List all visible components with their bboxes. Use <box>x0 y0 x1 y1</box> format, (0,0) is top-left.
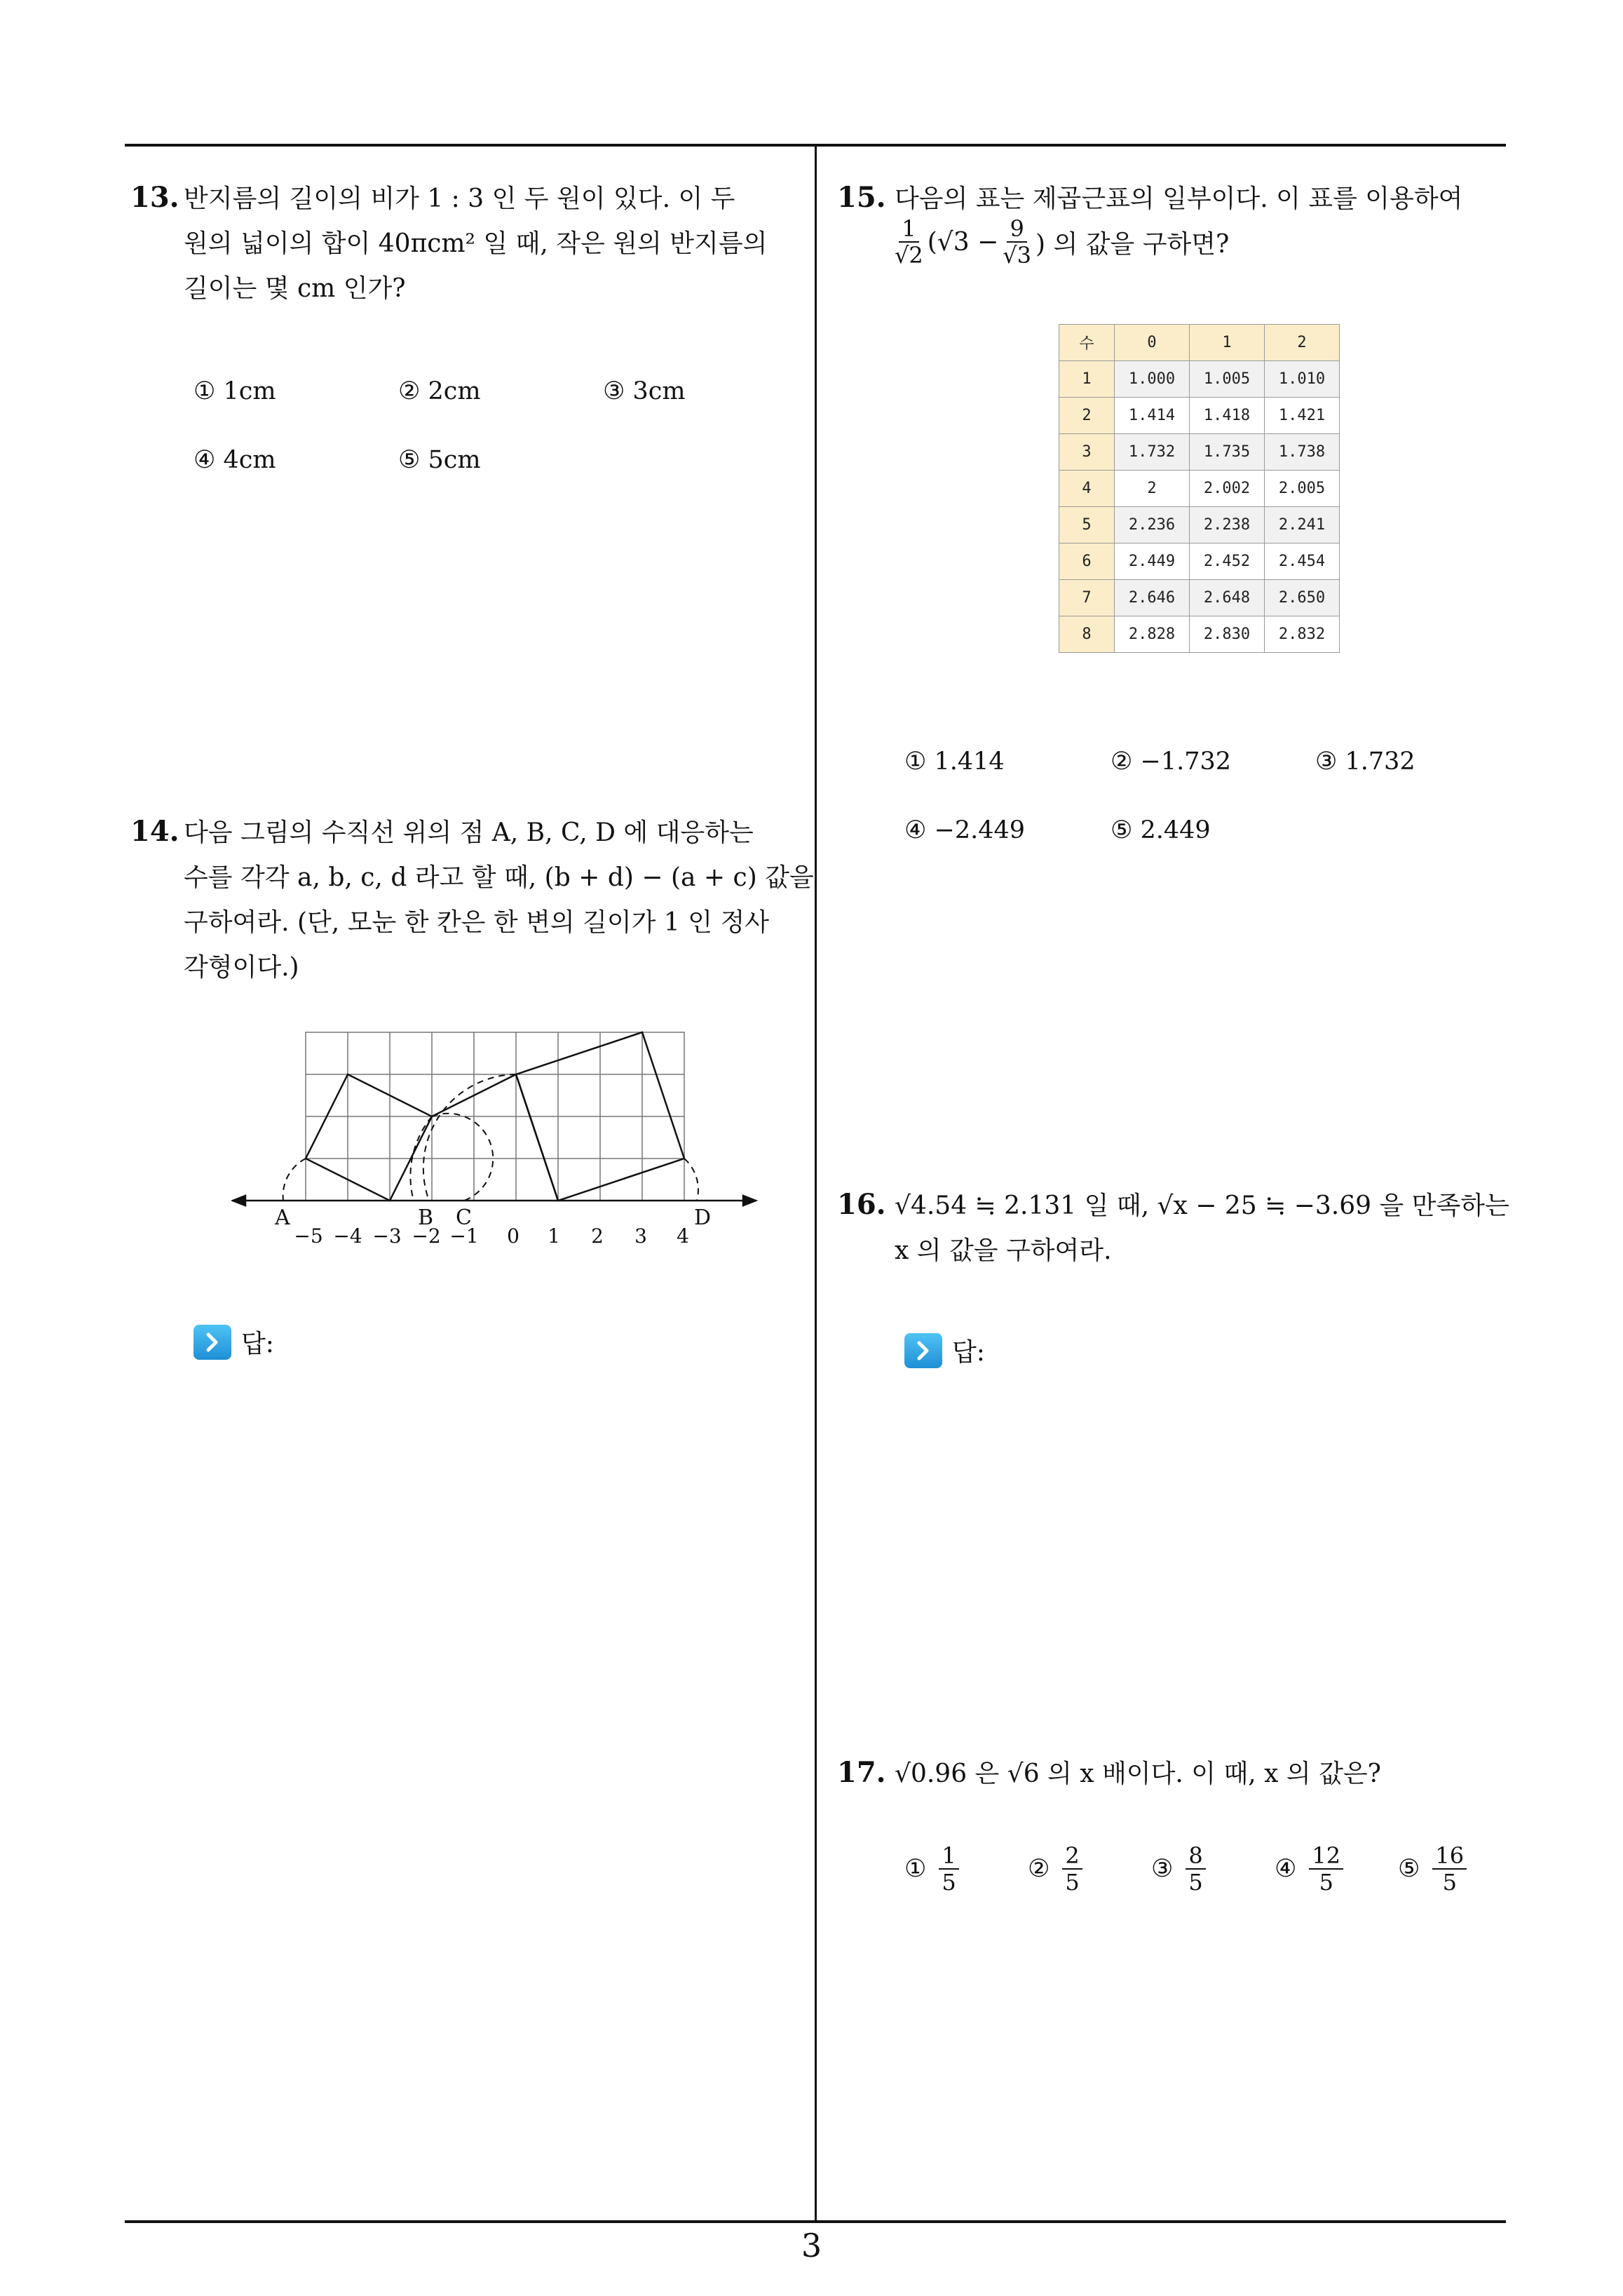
table-cell: 2.005 <box>1265 471 1340 507</box>
fraction: $\frac{12}{5}$ <box>1309 1843 1343 1895</box>
fraction: $\frac{8}{5}$ <box>1186 1843 1205 1895</box>
table-cell: 1.000 <box>1115 361 1190 398</box>
table-cell: 2.648 <box>1190 580 1265 616</box>
question-14-line-3: 구하여라. (단, 모눈 한 칸은 한 변의 길이가 1 인 정사 <box>184 908 770 937</box>
answer-label: 답: <box>952 1338 985 1367</box>
question-17-option-3[interactable]: ③ $\frac{8}{5}$ <box>1151 1843 1210 1895</box>
table-cell: 2.454 <box>1265 543 1340 580</box>
question-16-text <box>895 1184 1509 1274</box>
expression-middle: (√3 − <box>927 227 999 257</box>
question-16-line-2: x 의 값을 구하여라. <box>895 1236 1112 1265</box>
table-header: 0 <box>1115 325 1190 361</box>
table-cell: 2.646 <box>1115 580 1190 616</box>
table-row <box>1059 471 1340 507</box>
table-cell: 4 <box>1059 471 1115 507</box>
point-label-c: C <box>456 1206 472 1230</box>
table-row <box>1059 434 1340 471</box>
table-cell: 8 <box>1059 616 1115 653</box>
page-number: 3 <box>801 2227 822 2264</box>
question-17-line: √0.96 은 √6 의 x 배이다. 이 때, x 의 값은? <box>895 1760 1381 1788</box>
table-cell: 2.828 <box>1115 616 1190 653</box>
question-14-answer[interactable] <box>193 1324 274 1360</box>
table-cell: 2.238 <box>1190 507 1265 543</box>
question-15-line-1: 다음의 표는 제곱근표의 일부이다. 이 표를 이용하여 <box>895 184 1463 213</box>
table-cell: 2.830 <box>1190 616 1265 653</box>
table-cell: 1.418 <box>1190 398 1265 434</box>
tick-label: 1 <box>548 1224 560 1248</box>
number-line-figure <box>231 1024 764 1255</box>
question-14-line-2: 수를 각각 a, b, c, d 라고 할 때, (b + d) − (a + c) 값을 <box>184 863 814 892</box>
tick-label: −2 <box>412 1224 441 1248</box>
fraction: $\frac{16}{5}$ <box>1432 1843 1467 1895</box>
table-cell: 1.414 <box>1115 398 1190 434</box>
fraction: $\frac{1}{√2}$ <box>895 215 923 269</box>
compass-arcs <box>283 1074 698 1201</box>
question-17-option-2[interactable]: ② $\frac{2}{5}$ <box>1028 1843 1087 1895</box>
question-15-option-2[interactable]: ② −1.732 <box>1111 748 1232 776</box>
question-13-option-3[interactable]: ③ 3cm <box>603 377 686 405</box>
tick-label: 2 <box>591 1224 604 1248</box>
question-15-option-5[interactable]: ⑤ 2.449 <box>1111 816 1211 844</box>
table-cell: 7 <box>1059 580 1115 616</box>
question-15-number: 15. <box>837 181 886 214</box>
question-13-option-5[interactable]: ⑤ 5cm <box>398 446 481 474</box>
bottom-rule <box>125 2220 1506 2223</box>
question-16-line-1: √4.54 ≒ 2.131 일 때, √x − 25 ≒ −3.69 을 만족하는 <box>895 1191 1509 1220</box>
question-15-text <box>895 177 1462 222</box>
table-row <box>1059 398 1340 434</box>
table-cell: 1.735 <box>1190 434 1265 471</box>
tick-label: −3 <box>372 1224 402 1248</box>
question-15-option-3[interactable]: ③ 1.732 <box>1315 748 1415 776</box>
question-13-line-2: 원의 넓이의 합이 40πcm² 일 때, 작은 원의 반지름의 <box>184 229 768 258</box>
table-row <box>1059 507 1340 543</box>
chevron-right-icon <box>193 1325 231 1360</box>
table-cell: 5 <box>1059 507 1115 543</box>
number-axis <box>233 1196 756 1206</box>
point-label-a: A <box>275 1206 290 1230</box>
question-13-line-3: 길이는 몇 cm 인가? <box>184 274 406 303</box>
table-cell: 2.452 <box>1190 543 1265 580</box>
question-14-text <box>184 811 814 990</box>
fraction: $\frac{9}{√3}$ <box>1003 215 1031 269</box>
tick-label: 4 <box>677 1224 689 1248</box>
question-17-number: 17. <box>837 1756 886 1789</box>
fraction: $\frac{2}{5}$ <box>1062 1843 1082 1895</box>
question-14-line-4: 각형이다.) <box>184 953 299 982</box>
question-17-text <box>895 1752 1381 1797</box>
table-cell: 1.738 <box>1265 434 1340 471</box>
tick-label: −1 <box>449 1224 479 1248</box>
table-cell: 1.005 <box>1190 361 1265 398</box>
question-16-number: 16. <box>837 1188 886 1221</box>
table-cell: 2.650 <box>1265 580 1340 616</box>
table-cell: 2.236 <box>1115 507 1190 543</box>
question-14-number: 14. <box>130 815 179 848</box>
tick-labels <box>294 1224 689 1248</box>
tick-label: −4 <box>333 1224 362 1248</box>
question-13-number: 13. <box>130 181 179 214</box>
question-16-answer[interactable] <box>904 1332 985 1368</box>
tick-label: 3 <box>634 1224 647 1248</box>
grid <box>306 1032 684 1201</box>
table-cell: 1.421 <box>1265 398 1340 434</box>
table-row <box>1059 580 1340 616</box>
table-header: 1 <box>1190 325 1265 361</box>
table-cell: 2 <box>1059 398 1115 434</box>
question-15-option-1[interactable]: ① 1.414 <box>904 748 1005 776</box>
question-13-line-1: 반지름의 길이의 비가 1 : 3 인 두 원이 있다. 이 두 <box>184 184 735 213</box>
square-root-table <box>1059 324 1340 653</box>
table-cell: 1.732 <box>1115 434 1190 471</box>
table-cell: 3 <box>1059 434 1115 471</box>
table-cell: 6 <box>1059 543 1115 580</box>
table-header-row <box>1059 325 1340 361</box>
question-17-option-5[interactable]: ⑤ $\frac{16}{5}$ <box>1398 1843 1471 1895</box>
question-13-option-4[interactable]: ④ 4cm <box>193 446 276 474</box>
question-14-line-1: 다음 그림의 수직선 위의 점 A, B, C, D 에 대응하는 <box>184 818 754 847</box>
table-cell: 2.832 <box>1265 616 1340 653</box>
table-header: 2 <box>1265 325 1340 361</box>
expression-tail: ) 의 값을 구하면? <box>1035 229 1230 259</box>
fraction: $\frac{1}{5}$ <box>939 1843 958 1895</box>
question-15-expression <box>895 216 1229 268</box>
column-divider <box>815 144 817 2220</box>
question-15-option-4[interactable]: ④ −2.449 <box>904 816 1026 844</box>
tick-label: 0 <box>507 1224 520 1248</box>
table-row <box>1059 543 1340 580</box>
question-13-option-2[interactable]: ② 2cm <box>398 377 481 405</box>
table-cell: 1 <box>1059 361 1115 398</box>
table-cell: 2 <box>1115 471 1190 507</box>
table-cell: 1.010 <box>1265 361 1340 398</box>
tick-label: −5 <box>294 1224 323 1248</box>
chevron-right-icon <box>904 1333 942 1368</box>
table-row <box>1059 616 1340 653</box>
question-13-option-1[interactable]: ① 1cm <box>193 377 276 405</box>
point-label-b: B <box>418 1206 434 1230</box>
question-13-text <box>184 177 767 311</box>
point-label-d: D <box>694 1206 712 1230</box>
table-header: 수 <box>1059 325 1115 361</box>
answer-label: 답: <box>241 1330 274 1358</box>
table-cell: 2.241 <box>1265 507 1340 543</box>
question-17-option-1[interactable]: ① $\frac{1}{5}$ <box>904 1843 963 1895</box>
question-17-option-4[interactable]: ④ $\frac{12}{5}$ <box>1275 1843 1347 1895</box>
table-cell: 2.449 <box>1115 543 1190 580</box>
table-cell: 2.002 <box>1190 471 1265 507</box>
table-row <box>1059 361 1340 398</box>
